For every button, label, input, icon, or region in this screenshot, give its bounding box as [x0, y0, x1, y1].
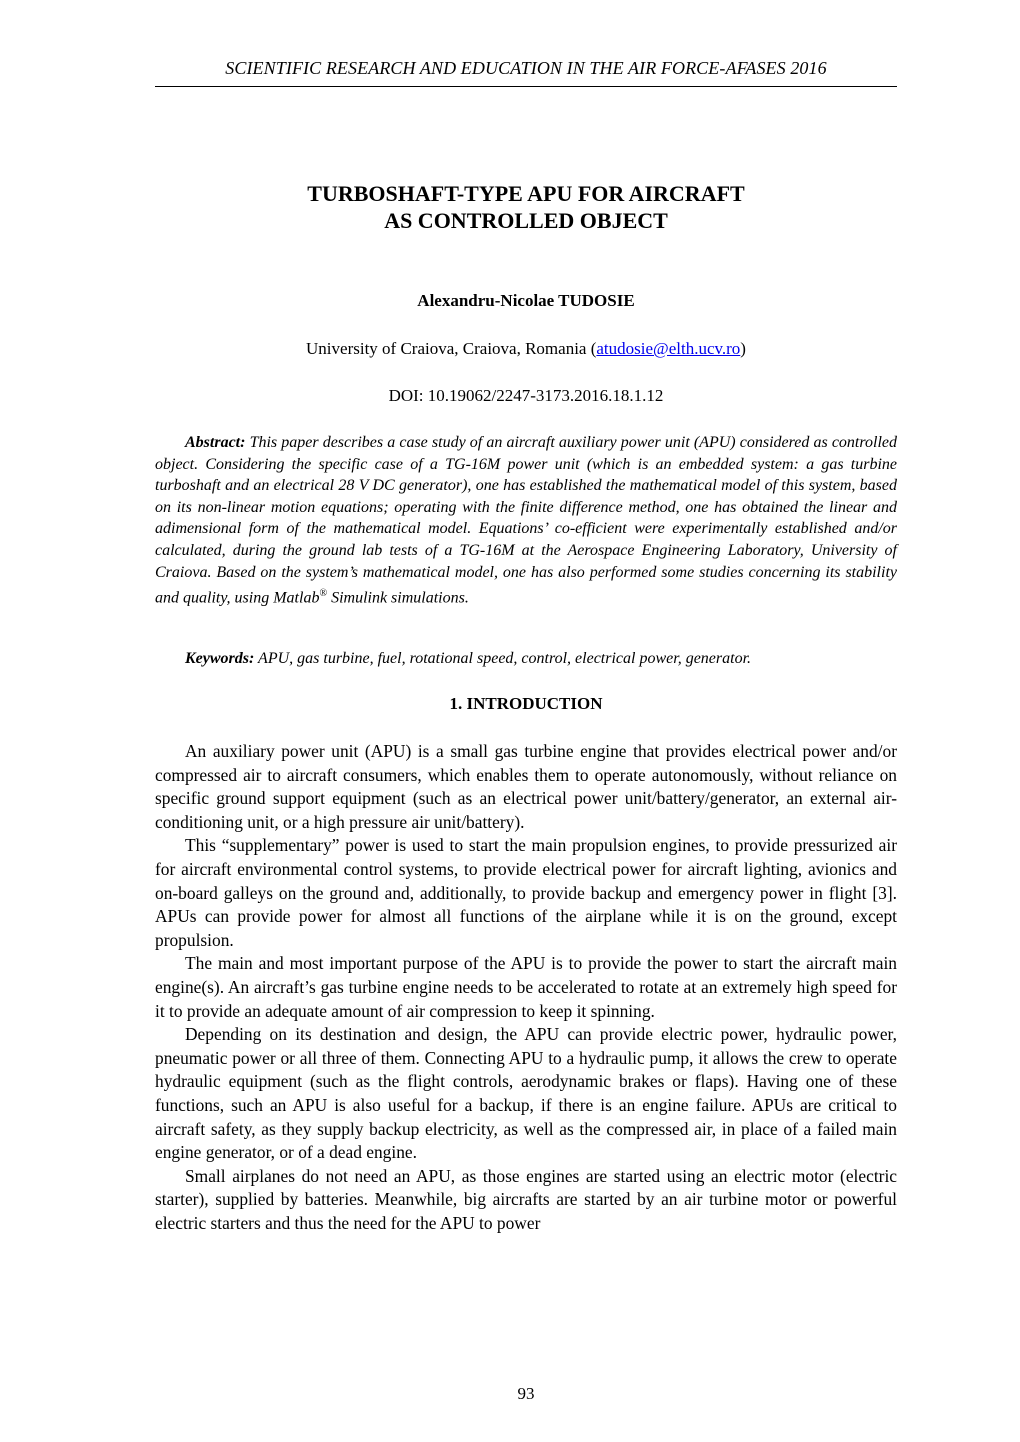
abstract-text-end: Simulink simulations.: [327, 589, 469, 607]
affiliation: [155, 338, 897, 360]
page-number: 93: [517, 1384, 535, 1403]
paragraph: This “supplementary” power is used to start the main propulsion engines, to provide pressurized air for aircraft environmental control systems, to provide electrical power for aircraft lighting, avionics and on-board galleys on the ground and, additionally, to provide backup and emergency power in flight [3]. APUs can provide power for almost all functions of the airplane while it is on the ground, except propulsion.: [155, 835, 897, 950]
paper-title: [155, 180, 897, 234]
keywords: [155, 648, 897, 670]
affiliation-text: University of Craiova, Craiova, Romania (: [306, 339, 597, 358]
doi: DOI: 10.19062/2247-3173.2016.18.1.12: [388, 386, 664, 405]
paper-title-line-1: TURBOSHAFT-TYPE APU FOR AIRCRAFT: [307, 181, 745, 206]
introduction-body: [155, 740, 897, 1235]
keywords-label: Keywords:: [185, 650, 255, 667]
keywords-text: APU, gas turbine, fuel, rotational speed, control, electrical power, generator.: [254, 650, 752, 667]
abstract: [155, 432, 897, 609]
section-heading: 1. INTRODUCTION: [449, 694, 603, 713]
paragraph: The main and most important purpose of the APU is to provide the power to start the aircraft main engine(s). An aircraft’s gas turbine engine needs to be accelerated to rotate at an extremely high speed for it to provide an adequate amount of air compression to keep it spinning.: [155, 953, 897, 1021]
running-header: SCIENTIFIC RESEARCH AND EDUCATION IN THE AIR FORCE-AFASES 2016: [225, 58, 827, 78]
paragraph: Small airplanes do not need an APU, as those engines are started using an electric motor (electric starter), supplied by batteries. Meanwhile, big aircrafts are started by an air turbine motor or powerful electric starters and thus the need for the APU to power: [155, 1165, 897, 1233]
paper-title-line-2: AS CONTROLLED OBJECT: [384, 208, 668, 233]
abstract-text: This paper describes a case study of an aircraft auxiliary power unit (APU) considered as controlled object. Considering the specific case of a TG-16M power unit (which is an embedded system: a gas turbine turboshaft and an electrical 28 V DC generator), one has established the mathematical model of this system, based on its non-linear motion equations; operating with the finite difference method, one has obtained the linear and adimensional form of the mathematical model. Equations’ co-efficient were experimentally established and/or calculated, during the ground lab tests of a TG-16M at the Aerospace Engineering Laboratory, University of Craiova. Based on the system’s mathematical model, one has also performed some studies concerning its stability and quality, using Matlab: [155, 434, 897, 607]
registered-mark: ®: [319, 588, 328, 600]
header-divider: [155, 86, 897, 87]
abstract-label: Abstract:: [185, 434, 246, 451]
affiliation-close: ): [740, 339, 746, 358]
paragraph: An auxiliary power unit (APU) is a small gas turbine engine that provides electrical power and/or compressed air to aircraft consumers, which enables them to operate autonomously, without reliance on specific ground support equipment (such as an electrical power unit/battery/generator, an external air-conditioning unit, or a high pressure air unit/battery).: [155, 741, 897, 832]
author-email-link[interactable]: atudosie@elth.ucv.ro: [596, 339, 741, 358]
paragraph: Depending on its destination and design, the APU can provide electric power, hydraulic power, pneumatic power or all three of them. Connecting APU to a hydraulic pump, it allows the crew to operate hydraulic equipment (such as the flight controls, aerodynamic brakes or flaps). Having one of these functions, such an APU is also useful for a backup, if there is an engine failure. APUs are critical to aircraft safety, as they supply backup electricity, as well as the compressed air, in place of a failed main engine generator, or of a dead engine.: [155, 1024, 897, 1163]
author-name: Alexandru-Nicolae TUDOSIE: [417, 291, 635, 310]
